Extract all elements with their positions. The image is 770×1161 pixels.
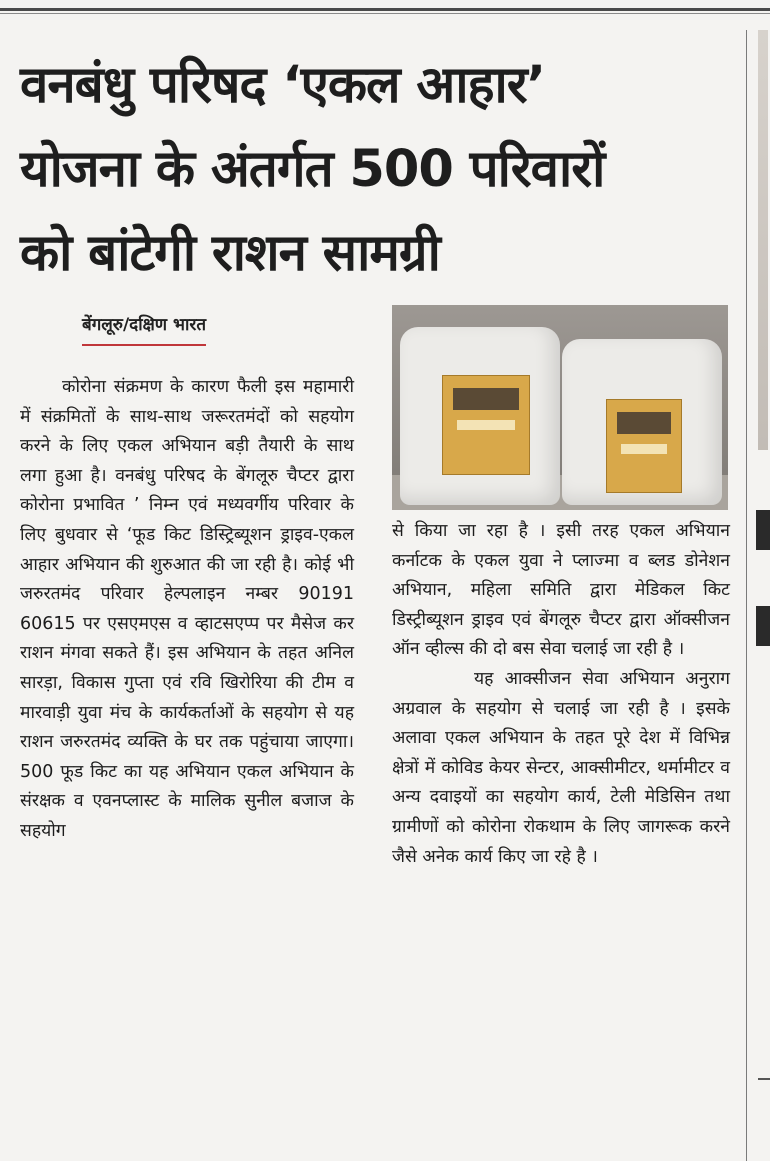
column-2-paragraph-2: यह आक्सीजन सेवा अभियान अनुराग अग्रवाल के सहयोग से चलाई जा रही है । इसके अलावा एकल अभियान के तहत पूरे देश में विभिन्न क्षेत्रों में कोविड केयर सेन्टर, आक्सीमीटर, थर्मामीटर व अन्य दवाइयों का सहयोग कार्य, टेली मेडिसिन तथा ग्रामीणों को कोरोना रोकथाम के लिए जागरूक करने जैसे अनेक कार्य किए जा रहे है । xyxy=(392,668,730,867)
article-column-2 xyxy=(392,517,730,872)
top-rule xyxy=(0,8,770,11)
headline xyxy=(20,44,740,296)
headline-line-1: वनबंधु परिषद ‘एकल आहार’ xyxy=(20,56,545,115)
news-photo-ration-sacks xyxy=(392,305,728,510)
headline-line-2: योजना के अंतर्गत 500 परिवारों xyxy=(20,140,605,199)
column-divider xyxy=(746,30,747,1161)
sack-label-right xyxy=(606,399,682,493)
ration-sack-left xyxy=(400,327,560,505)
dateline: बेंगलूरु/दक्षिण भारत xyxy=(82,312,206,346)
adjacent-page-fragment xyxy=(752,0,770,1161)
ration-sack-right xyxy=(562,339,722,505)
sack-label-left xyxy=(442,375,530,475)
article-column-1 xyxy=(20,373,354,847)
top-rule-thin xyxy=(0,13,770,14)
column-1-paragraph: कोरोना संक्रमण के कारण फैली इस महामारी में संक्रमितों के साथ-साथ जरूरतमंदों को सहयोग करने के लिए एकल अभियान बड़ी तैयारी के साथ लगा हुआ है। वनबंधु परिषद के बेंगलूरु चैप्टर द्वारा कोरोना प्रभावित ’ निम्न एवं मध्यवर्गीय परिवार के लिए बुधवार से ‘फूड किट डिस्ट्रिब्यूशन ड्राइव-एकल आहार अभियान की शुरुआत की जा रही है। कोई भी जरुरतमंद परिवार हेल्पलाइन नम्बर 90191 60615 पर एसएमएस व व्हाटसएप्प पर मैसेज कर राशन मंगवा सकते हैं। इस अभियान के तहत अनिल सारड़ा, विकास गुप्ता एवं रवि खिरोरिया की टीम व मारवाड़ी युवा मंच के कार्यकर्ताओं के सहयोग से यह राशन जरुरतमंद व्यक्ति के घर तक पहुंचाया जाएगा। 500 फूड किट का यह अभियान एकल अभियान के संरक्षक व एवनप्लास्ट के मालिक सुनील बजाज के सहयोग xyxy=(20,377,354,841)
headline-line-3: को बांटेगी राशन सामग्री xyxy=(20,224,440,283)
column-2-paragraph-1: से किया जा रहा है । इसी तरह एकल अभियान कर्नाटक के एकल युवा ने प्लाज्मा व ब्लड डोनेशन अभियान, महिला समिति द्वारा मेडिकल किट डिस्ट्रीब्यूशन ड्राइव एवं बेंगलूरु चैप्टर द्वारा ऑक्सीजन ऑन व्हील्स की दो बस सेवा चलाई जा रही है । xyxy=(392,521,730,660)
